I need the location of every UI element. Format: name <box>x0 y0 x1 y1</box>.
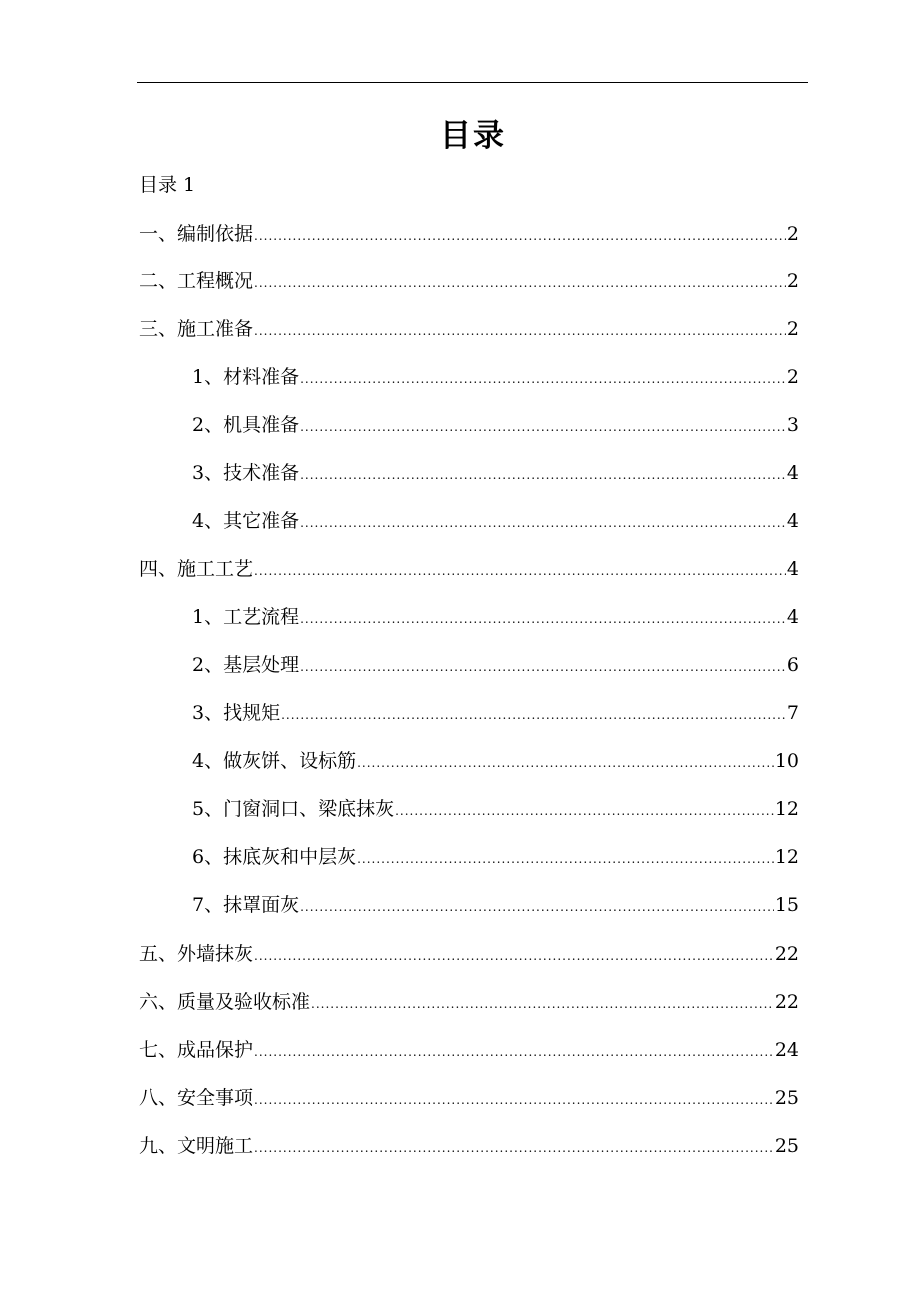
toc-entry-label: 4、其它准备 <box>192 510 300 532</box>
toc-entry-page: 3 <box>786 414 799 436</box>
toc-dot-leader <box>357 748 774 778</box>
toc-entry[interactable] <box>139 314 799 344</box>
toc-entry[interactable] <box>139 1083 799 1113</box>
page-title: 目录 <box>440 118 506 154</box>
toc-dot-leader <box>254 316 786 346</box>
toc-entry[interactable] <box>192 650 799 680</box>
toc-entry-label: 三、施工准备 <box>139 318 254 340</box>
toc-entry[interactable] <box>192 698 799 728</box>
toc-entry[interactable] <box>139 266 799 296</box>
toc-entry-label: 2、机具准备 <box>192 414 300 436</box>
toc-entry-label: 3、技术准备 <box>192 462 300 484</box>
toc-entry-page: 7 <box>786 702 799 724</box>
toc-entry[interactable] <box>139 219 799 249</box>
toc-entry-page: 15 <box>774 894 799 916</box>
toc-heading: 目录 1 <box>139 174 196 196</box>
toc-entry[interactable] <box>192 746 799 776</box>
toc-entry-page: 2 <box>786 366 799 388</box>
toc-entry[interactable] <box>192 842 799 872</box>
toc-entry-label: 七、成品保护 <box>139 1039 254 1061</box>
toc-entry[interactable] <box>192 602 799 632</box>
toc-entry-label: 五、外墙抹灰 <box>139 943 254 965</box>
toc-entry-page: 2 <box>786 270 799 292</box>
toc-entry-label: 1、材料准备 <box>192 366 300 388</box>
toc-entry-page: 22 <box>774 991 799 1013</box>
toc-entry[interactable] <box>192 458 799 488</box>
toc-entry[interactable] <box>139 1035 799 1065</box>
toc-dot-leader <box>254 941 774 971</box>
toc-dot-leader <box>300 412 786 442</box>
toc-entry-page: 24 <box>774 1039 799 1061</box>
toc-entry[interactable] <box>139 1131 799 1161</box>
toc-entry-page: 22 <box>774 943 799 965</box>
toc-dot-leader <box>300 604 786 634</box>
toc-entry[interactable] <box>192 890 799 920</box>
toc-dot-leader <box>254 556 786 586</box>
toc-entry-page: 4 <box>786 462 799 484</box>
toc-entry-page: 6 <box>786 654 799 676</box>
toc-entry-label: 7、抹罩面灰 <box>192 894 300 916</box>
toc-entry-label: 3、找规矩 <box>192 702 281 724</box>
toc-entry[interactable] <box>139 987 799 1017</box>
toc-entry-label: 六、质量及验收标准 <box>139 991 311 1013</box>
toc-dot-leader <box>254 268 786 298</box>
toc-entry-page: 25 <box>774 1135 799 1157</box>
toc-dot-leader <box>254 1037 774 1067</box>
toc-dot-leader <box>300 892 774 922</box>
toc-entry[interactable] <box>192 362 799 392</box>
toc-dot-leader <box>357 844 774 874</box>
toc-entry[interactable] <box>192 506 799 536</box>
toc-entry[interactable] <box>192 794 799 824</box>
toc-entry-label: 4、做灰饼、设标筋 <box>192 750 357 772</box>
toc-dot-leader <box>300 508 786 538</box>
toc-entry[interactable] <box>139 939 799 969</box>
toc-dot-leader <box>311 989 774 1019</box>
toc-dot-leader <box>300 364 786 394</box>
toc-entry-page: 12 <box>774 798 799 820</box>
toc-entry-label: 5、门窗洞口、梁底抹灰 <box>192 798 395 820</box>
toc-entry-page: 4 <box>786 558 799 580</box>
toc-dot-leader <box>254 1133 774 1163</box>
toc-dot-leader <box>254 1085 774 1115</box>
toc-entry-label: 八、安全事项 <box>139 1087 254 1109</box>
toc-entry-label: 二、工程概况 <box>139 270 254 292</box>
toc-dot-leader <box>300 652 786 682</box>
toc-entry-page: 25 <box>774 1087 799 1109</box>
toc-entry-label: 1、工艺流程 <box>192 606 300 628</box>
toc-entry-label: 四、施工工艺 <box>139 558 254 580</box>
toc-dot-leader <box>300 460 786 490</box>
toc-entry-page: 4 <box>786 510 799 532</box>
toc-entry-label: 九、文明施工 <box>139 1135 254 1157</box>
toc-dot-leader <box>281 700 786 730</box>
toc-entry-label: 6、抹底灰和中层灰 <box>192 846 357 868</box>
toc-entry-page: 2 <box>786 223 799 245</box>
toc-entry-page: 10 <box>774 750 799 772</box>
toc-entry-page: 4 <box>786 606 799 628</box>
toc-dot-leader <box>395 796 774 826</box>
toc-entry-page: 12 <box>774 846 799 868</box>
toc-entry-label: 2、基层处理 <box>192 654 300 676</box>
toc-entry[interactable] <box>192 410 799 440</box>
toc-dot-leader <box>254 221 786 251</box>
toc-entry[interactable] <box>139 554 799 584</box>
toc-entry-page: 2 <box>786 318 799 340</box>
toc-entry-label: 一、编制依据 <box>139 223 254 245</box>
